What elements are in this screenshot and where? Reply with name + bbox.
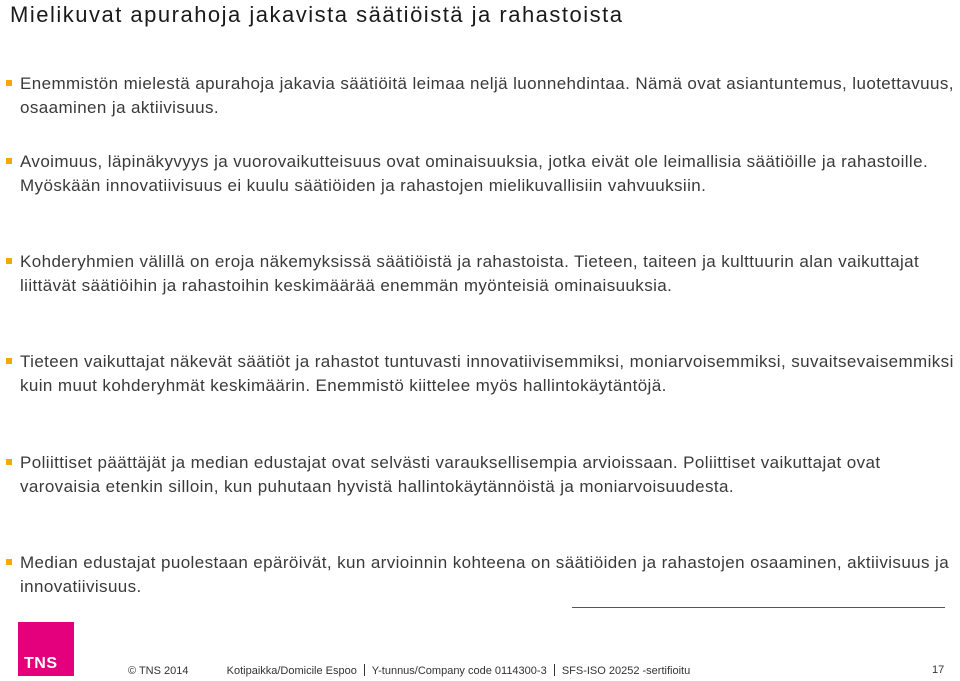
bullet-text: Median edustajat puolestaan epäröivät, kun arvioinnin kohteena on säätiöiden ja rahastojen osaaminen, aktiivisuus ja innovatiivisuus.: [20, 553, 950, 596]
bullet-text: Kohderyhmien välillä on eroja näkemyksissä säätiöistä ja rahastoista. Tieteen, taiteen ja kulttuurin alan vaikuttajat liittävät säätiöihin ja rahastoihin keskimäärää enemmän myönteisiä ominaisuuksia.: [20, 252, 920, 295]
footer-company: Kotipaikka/Domicile Espoo: [226, 665, 357, 677]
footer-separator: [364, 664, 365, 676]
bullet-item: [20, 150, 955, 198]
footer-business-id: Y-tunnus/Company code 0114300-3: [371, 665, 547, 677]
bullet-item: [20, 551, 955, 599]
slide-title: Mielikuvat apurahoja jakavista säätiöistä ja rahastoista: [10, 2, 624, 27]
bullet-item: [20, 250, 955, 298]
bullet-item: [20, 451, 955, 499]
bullet-marker-icon: [6, 459, 12, 465]
bullet-marker-icon: [6, 258, 12, 264]
bullet-text: Poliittiset päättäjät ja median edustajat ovat selvästi varauksellisempia arvioissaan. Poliittiset vaikuttajat ovat varovaisia etenkin silloin, kun puhutaan hyvistä hallintokäytännöistä ja moniarvoisuudesta.: [20, 453, 881, 496]
footer-certification: SFS-ISO 20252 -sertifioitu: [561, 665, 691, 677]
bullet-marker-icon: [6, 358, 12, 364]
bullet-text: Tieteen vaikuttajat näkevät säätiöt ja rahastot tuntuvasti innovatiivisemmiksi, moniarvoisemmiksi, suvaitsevaisemmiksi kuin muut kohderyhmät keskimäärin. Enemmistö kiittelee myös hallintokäytäntöjä.: [20, 352, 954, 395]
bullet-marker-icon: [6, 158, 12, 164]
bullet-text: Avoimuus, läpinäkyvyys ja vuorovaikutteisuus ovat ominaisuuksia, jotka eivät ole leimallisia säätiöille ja rahastoille. Myöskään innovatiivisuus ei kuulu säätiöiden ja rahastojen mielikuvallisiin vahvuuksiin.: [20, 152, 929, 195]
footer-divider: [572, 607, 945, 608]
bullet-marker-icon: [6, 559, 12, 565]
bullet-marker-icon: [6, 80, 12, 86]
bullet-item: [20, 350, 955, 398]
page-number: 17: [932, 664, 945, 676]
bullet-item: [20, 72, 955, 120]
footer-copyright: © TNS 2014: [128, 665, 189, 677]
tns-logo: [18, 622, 74, 676]
footer-separator: [554, 664, 555, 676]
footer: [128, 664, 690, 677]
bullet-text: Enemmistön mielestä apurahoja jakavia säätiöitä leimaa neljä luonnehdintaa. Nämä ovat asiantuntemus, luotettavuus, osaaminen ja aktiivisuus.: [20, 74, 954, 117]
logo-text: TNS: [24, 655, 58, 672]
